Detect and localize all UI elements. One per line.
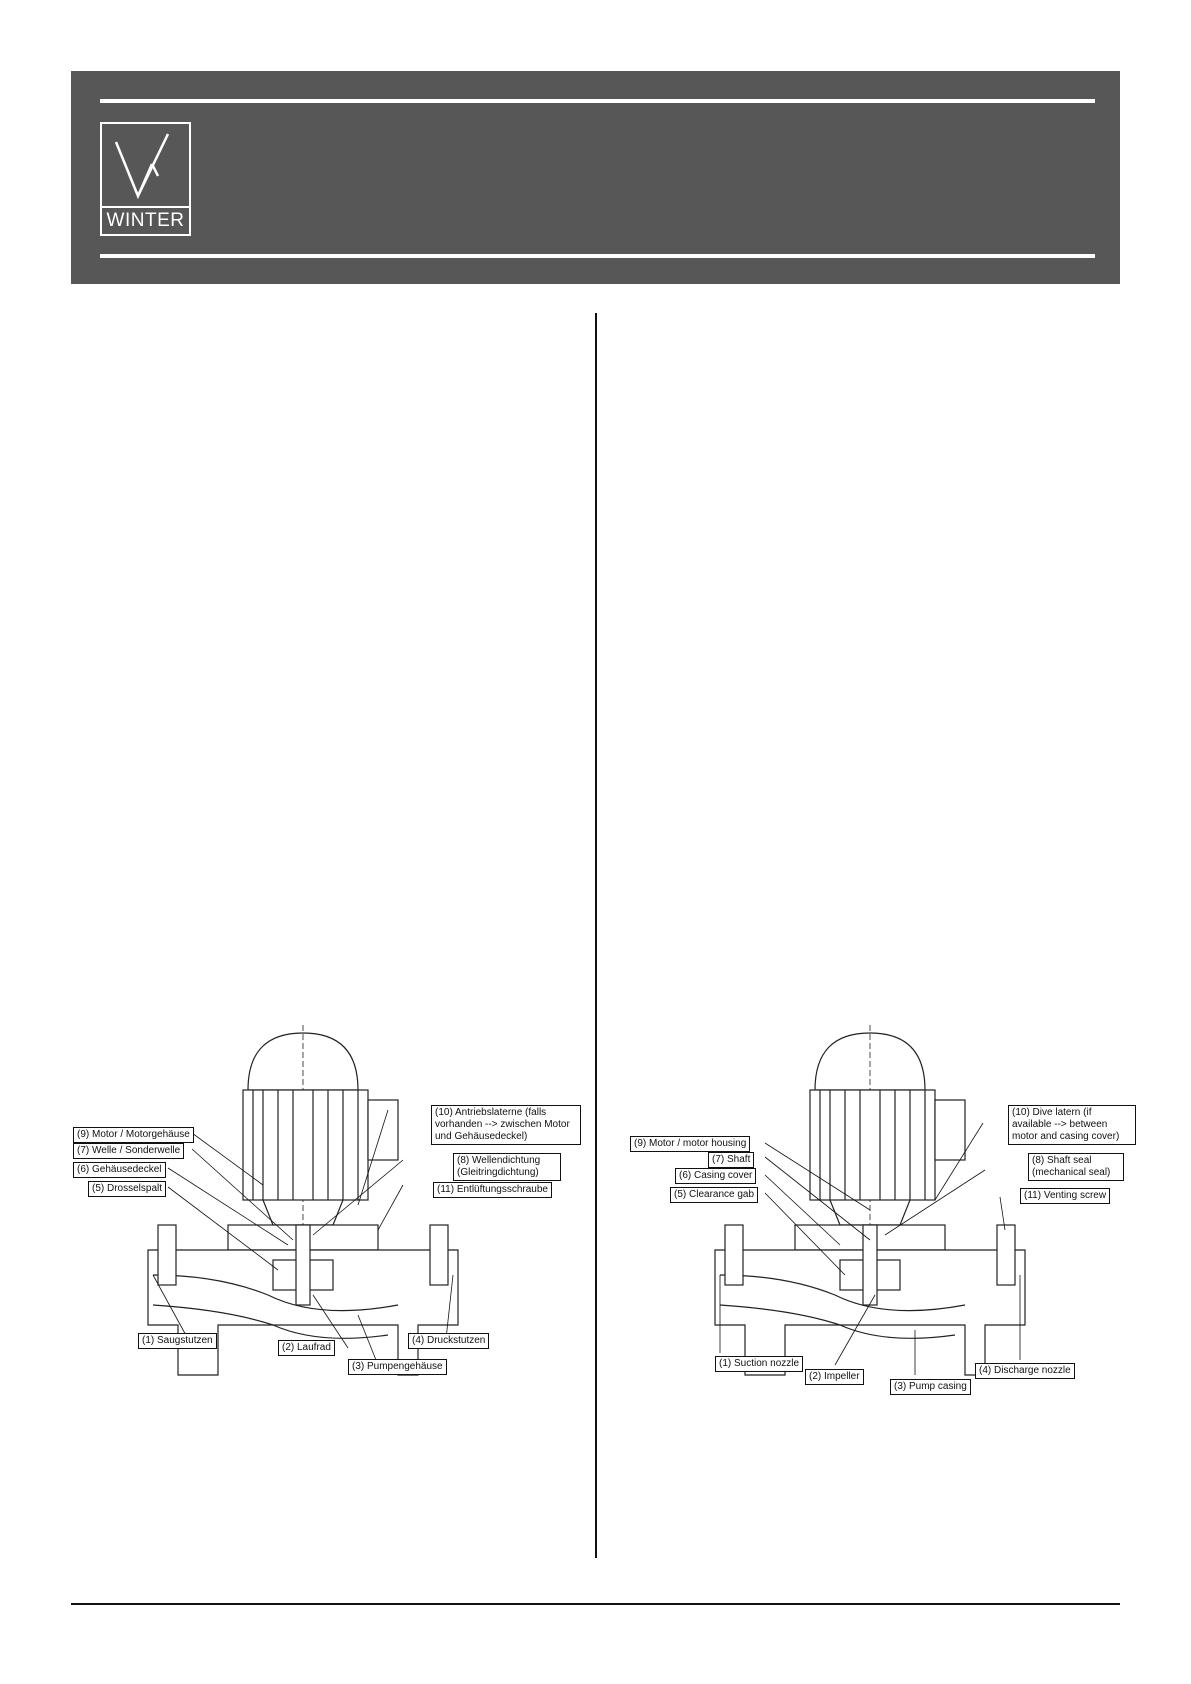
pump-drawing	[58, 1025, 588, 1415]
column-divider	[595, 313, 597, 1558]
footer-rule	[71, 1603, 1120, 1605]
header-banner	[71, 71, 1120, 284]
label-lantern: (10) Dive latern (if available --> between motor and casing cover)	[1008, 1105, 1136, 1145]
label-seal: (8) Shaft seal (mechanical seal)	[1028, 1153, 1124, 1181]
header-top-rule	[100, 99, 1095, 103]
label-impeller: (2) Laufrad	[278, 1340, 335, 1356]
label-casing-cover: (6) Casing cover	[675, 1168, 756, 1184]
label-shaft: (7) Shaft	[708, 1152, 754, 1168]
label-seal: (8) Wellendichtung (Gleitringdichtung)	[453, 1153, 561, 1181]
label-motor: (9) Motor / motor housing	[630, 1136, 750, 1152]
winter-logo	[100, 122, 191, 236]
label-motor: (9) Motor / Motorgehäuse	[73, 1127, 194, 1143]
label-venting: (11) Venting screw	[1020, 1188, 1110, 1204]
label-clearance: (5) Drosselspalt	[88, 1181, 166, 1197]
label-shaft: (7) Welle / Sonderwelle	[73, 1143, 184, 1159]
label-discharge: (4) Discharge nozzle	[975, 1363, 1075, 1379]
label-casing-cover: (6) Gehäusedeckel	[73, 1162, 166, 1178]
label-pump-casing: (3) Pumpengehäuse	[348, 1359, 447, 1375]
label-pump-casing: (3) Pump casing	[890, 1379, 971, 1395]
header-bottom-rule	[100, 254, 1095, 258]
label-suction: (1) Saugstutzen	[138, 1333, 217, 1349]
label-impeller: (2) Impeller	[805, 1369, 864, 1385]
label-suction: (1) Suction nozzle	[715, 1356, 803, 1372]
pump-diagram-en	[625, 1025, 1155, 1415]
logo-text: WINTER	[102, 206, 189, 234]
label-venting: (11) Entlüftungsschraube	[433, 1182, 552, 1198]
pump-drawing	[625, 1025, 1155, 1415]
label-lantern: (10) Antriebslaterne (falls vorhanden --> zwischen Motor und Gehäusedeckel)	[431, 1105, 581, 1145]
label-discharge: (4) Druckstutzen	[408, 1333, 489, 1349]
w-mark-icon	[102, 124, 189, 208]
pump-diagram-de	[58, 1025, 588, 1415]
label-clearance: (5) Clearance gab	[670, 1187, 758, 1203]
